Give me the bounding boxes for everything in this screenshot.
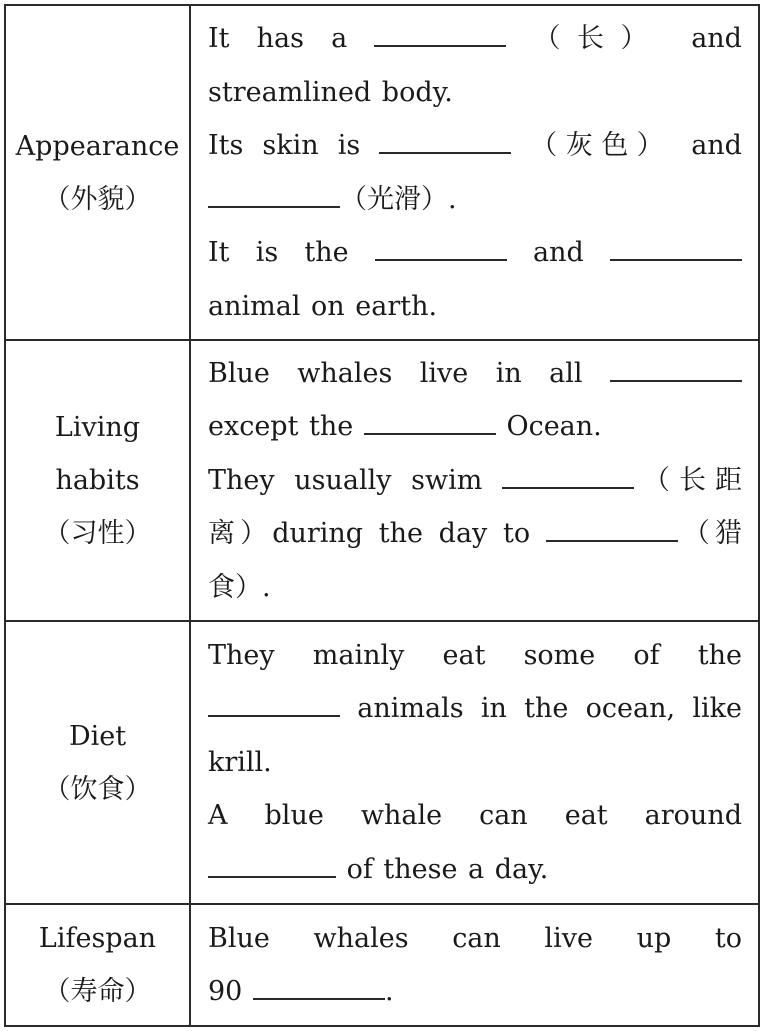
content-line: It is the and: [208, 226, 742, 280]
category-cell-diet: [5, 621, 190, 904]
answer-blank[interactable]: [374, 25, 506, 47]
content-line: streamlined body.: [208, 76, 453, 108]
category-label: Lifespan: [38, 923, 157, 954]
content-cell-appearance: [190, 5, 759, 340]
content-cell-diet: [190, 621, 759, 904]
content-cell-lifespan: [190, 904, 759, 1026]
content-line: animals in the ocean, like: [208, 682, 742, 736]
content-line: of these a day.: [208, 843, 742, 897]
answer-blank[interactable]: [208, 695, 340, 717]
category-label-cn: （外貌）: [43, 183, 152, 215]
category-label: Living habits: [54, 412, 141, 496]
content-line: 食）.: [208, 571, 271, 603]
answer-blank[interactable]: [610, 360, 742, 382]
table-row-appearance: [5, 5, 759, 340]
content-line: except the Ocean.: [208, 411, 602, 443]
category-cell-lifespan: [5, 904, 190, 1026]
answer-blank[interactable]: [375, 239, 507, 261]
answer-blank[interactable]: [546, 520, 678, 542]
answer-blank[interactable]: [502, 467, 634, 489]
content-line: Its skin is （灰色） and: [208, 130, 742, 161]
content-line: Blue whales can live up to: [208, 922, 742, 954]
content-line: （光滑）.: [208, 173, 742, 227]
content-line: krill.: [208, 746, 272, 778]
content-line: Blue whales live in all: [208, 347, 742, 401]
content-line: animal on earth.: [208, 290, 438, 322]
category-label-cn: （寿命）: [43, 976, 152, 1007]
answer-blank[interactable]: [208, 856, 336, 878]
answer-blank[interactable]: [208, 186, 340, 208]
table-row-diet: [5, 621, 759, 904]
content-cell-living-habits: [190, 340, 759, 621]
answer-blank[interactable]: [253, 978, 385, 1000]
answer-blank[interactable]: [379, 132, 511, 154]
content-line: 离）during the day to （猎: [208, 518, 742, 550]
content-line: 90 .: [208, 976, 394, 1007]
content-line: A blue whale can eat around: [208, 800, 742, 832]
table-row-living-habits: [5, 340, 759, 621]
content-line: They mainly eat some of the: [208, 639, 742, 671]
category-cell-living-habits: [5, 340, 190, 621]
category-label: Appearance: [15, 130, 180, 162]
content-line: They usually swim （长距: [208, 464, 742, 496]
category-label-cn: （习性）: [43, 518, 152, 549]
table-row-lifespan: [5, 904, 759, 1026]
content-line: It has a （长） and: [208, 23, 742, 54]
answer-blank[interactable]: [364, 413, 496, 435]
answer-blank[interactable]: [610, 239, 742, 261]
category-label-cn: （饮食）: [43, 773, 152, 805]
category-label: Diet: [68, 720, 127, 752]
info-table: [4, 4, 760, 1027]
category-cell-appearance: [5, 5, 190, 340]
